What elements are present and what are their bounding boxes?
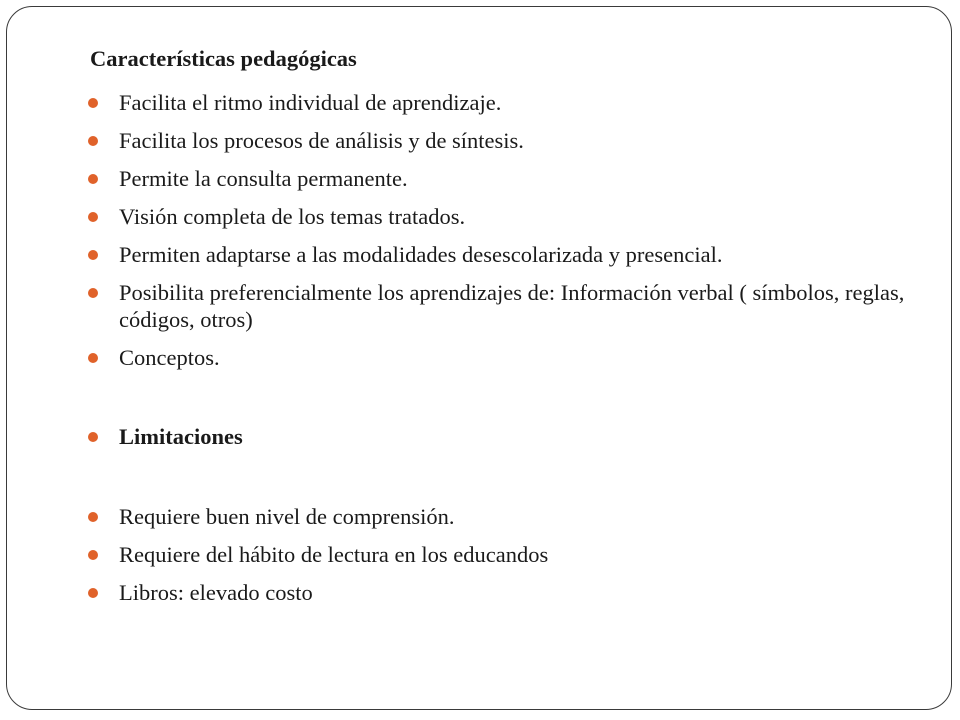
bullet-icon bbox=[88, 432, 98, 442]
list-item-text: Visión completa de los temas tratados. bbox=[119, 204, 466, 229]
list-item bbox=[83, 127, 923, 154]
list-item bbox=[83, 579, 923, 606]
list-item bbox=[83, 165, 923, 192]
section-heading-limitaciones: Limitaciones bbox=[119, 424, 243, 449]
list-item bbox=[83, 279, 923, 333]
bullet-icon bbox=[88, 174, 98, 184]
bullet-icon bbox=[88, 512, 98, 522]
list-item-text: Posibilita preferencialmente los aprendizajes de: Información verbal ( símbolos, reglas, códigos, otros) bbox=[119, 280, 905, 332]
bullet-icon bbox=[88, 136, 98, 146]
list-item-text: Permiten adaptarse a las modalidades desescolarizada y presencial. bbox=[119, 242, 723, 267]
list-item bbox=[83, 241, 923, 268]
list-item bbox=[83, 344, 923, 371]
section-heading-caracteristicas: Características pedagógicas bbox=[90, 46, 357, 71]
bullet-icon bbox=[88, 98, 98, 108]
list-item-limitaciones bbox=[83, 423, 923, 450]
bullet-icon bbox=[88, 588, 98, 598]
list-item-text: Conceptos. bbox=[119, 345, 220, 370]
list-item-text: Requiere del hábito de lectura en los educandos bbox=[119, 542, 549, 567]
list-item-text: Libros: elevado costo bbox=[119, 580, 313, 605]
bullet-icon bbox=[88, 550, 98, 560]
list-item bbox=[83, 541, 923, 568]
list-item bbox=[83, 89, 923, 116]
list-item bbox=[83, 203, 923, 230]
bullet-icon bbox=[88, 212, 98, 222]
list-item bbox=[83, 503, 923, 530]
list-item-text: Permite la consulta permanente. bbox=[119, 166, 408, 191]
bullet-icon bbox=[88, 353, 98, 363]
list-item-text: Requiere buen nivel de comprensión. bbox=[119, 504, 455, 529]
bullet-icon bbox=[88, 288, 98, 298]
list-item-text: Facilita el ritmo individual de aprendizaje. bbox=[119, 90, 502, 115]
list-item-text: Facilita los procesos de análisis y de síntesis. bbox=[119, 128, 524, 153]
slide-frame bbox=[6, 6, 952, 710]
bullet-icon bbox=[88, 250, 98, 260]
